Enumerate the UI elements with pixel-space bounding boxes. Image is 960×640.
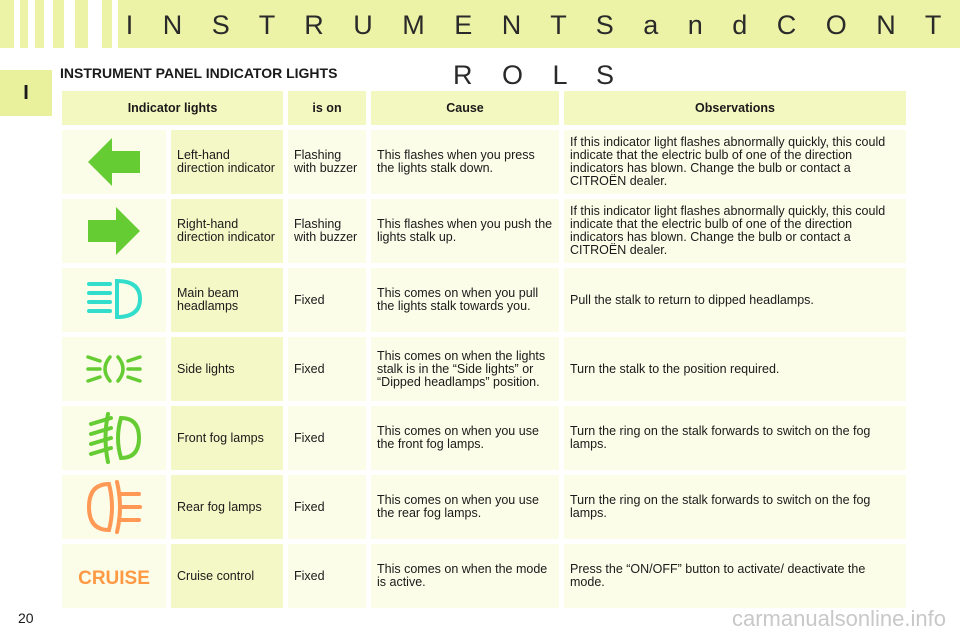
table-row: [62, 199, 906, 263]
rear-fog-icon: [62, 480, 166, 534]
indicator-cause: This comes on when the mode is active.: [371, 544, 559, 608]
indicator-table: [57, 86, 911, 613]
indicator-name: Left-hand direction indicator: [171, 130, 283, 194]
page-number: 20: [18, 610, 34, 626]
table-row: [62, 406, 906, 470]
header-cause: Cause: [371, 91, 559, 125]
header-stripe: [14, 0, 20, 48]
indicator-name: Front fog lamps: [171, 406, 283, 470]
table-row: [62, 268, 906, 332]
indicator-state: Fixed: [288, 544, 366, 608]
right-arrow-icon: [62, 203, 166, 259]
watermark: carmanualsonline.info: [731, 606, 946, 631]
indicator-state: Fixed: [288, 475, 366, 539]
left-arrow-icon: [62, 134, 166, 190]
indicator-observations: Pull the stalk to return to dipped headlamps.: [564, 268, 906, 332]
indicator-state: Fixed: [288, 337, 366, 401]
indicator-cause: This comes on when you pull the lights stalk towards you.: [371, 268, 559, 332]
indicator-observations: Turn the ring on the stalk forwards to switch on the fog lamps.: [564, 475, 906, 539]
header-is-on: is on: [288, 91, 366, 125]
front-fog-icon: [62, 412, 166, 464]
table-header-row: [62, 91, 906, 125]
indicator-name: Right-hand direction indicator: [171, 199, 283, 263]
indicator-name: Cruise control: [171, 544, 283, 608]
table-row: [62, 337, 906, 401]
indicator-cause: This comes on when you use the rear fog lamps.: [371, 475, 559, 539]
header-indicator-lights: Indicator lights: [62, 91, 283, 125]
indicator-state: Fixed: [288, 406, 366, 470]
table-row: [62, 130, 906, 194]
cruise-icon: [62, 562, 166, 590]
chapter-letter: I: [23, 82, 29, 104]
header-observations: Observations: [564, 91, 906, 125]
indicator-observations: If this indicator light flashes abnormally quickly, this could indicate that the electric bulb of one of the direction indicators has blown. Change the bulb or contact a CITROËN dealer.: [564, 199, 906, 263]
page-title: I N S T R U M E N T S a n d C O N T R O L S: [125, 10, 953, 90]
table-row: [62, 544, 906, 608]
indicator-cause: This flashes when you push the lights stalk up.: [371, 199, 559, 263]
indicator-name: Side lights: [171, 337, 283, 401]
indicator-state: Flashing with buzzer: [288, 130, 366, 194]
side-lights-icon: [62, 349, 166, 389]
indicator-name: Rear fog lamps: [171, 475, 283, 539]
indicator-name: Main beam headlamps: [171, 268, 283, 332]
indicator-state: Fixed: [288, 268, 366, 332]
table-row: [62, 475, 906, 539]
header-stripe: [28, 0, 35, 48]
indicator-state: Flashing with buzzer: [288, 199, 366, 263]
header-stripe: [88, 0, 102, 48]
indicator-observations: Turn the ring on the stalk forwards to switch on the fog lamps.: [564, 406, 906, 470]
section-title: INSTRUMENT PANEL INDICATOR LIGHTS: [60, 65, 338, 81]
indicator-cause: This comes on when the lights stalk is in the “Side lights” or “Dipped headlamps” position.: [371, 337, 559, 401]
header-stripe: [44, 0, 53, 48]
header-stripe: [64, 0, 75, 48]
indicator-observations: Press the “ON/OFF” button to activate/ deactivate the mode.: [564, 544, 906, 608]
indicator-observations: If this indicator light flashes abnormally quickly, this could indicate that the electric bulb of one of the direction indicators has blown. Change the bulb or contact a CITROËN dealer.: [564, 130, 906, 194]
indicator-cause: This comes on when you use the front fog lamps.: [371, 406, 559, 470]
main-beam-icon: [62, 277, 166, 323]
indicator-cause: This flashes when you press the lights stalk down.: [371, 130, 559, 194]
cruise-icon-text: CRUISE: [78, 568, 150, 589]
indicator-observations: Turn the stalk to the position required.: [564, 337, 906, 401]
